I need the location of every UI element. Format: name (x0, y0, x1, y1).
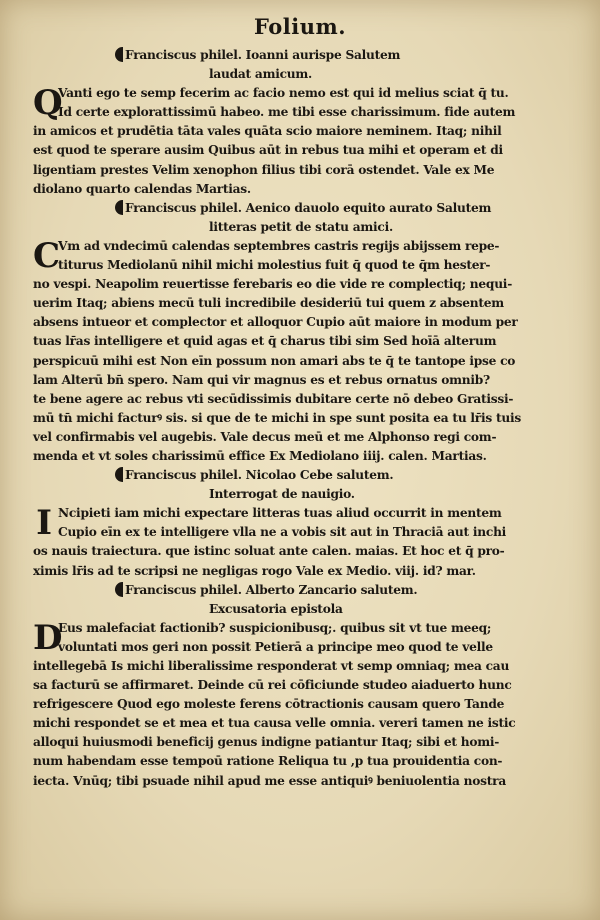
text-line (33, 714, 578, 733)
text-line (33, 141, 578, 160)
line-text: Interrogat de nauigio. (209, 487, 355, 502)
line-text: Franciscus philel. Nicolao Cebe salutem. (125, 468, 394, 483)
line-text: Id certe explorattissimū habeo. me tibi esse charissimum. fide autem (58, 105, 516, 120)
text-line (33, 294, 578, 313)
text-line (33, 428, 578, 447)
line-text: litteras petit de statu amici. (209, 219, 393, 234)
line-text: alloqui huiusmodi beneficij genus indigne patiantur Itaq; sibi et homi- (33, 735, 500, 750)
line-text: lam Alterū bn̄ spero. Nam qui vir magnus es et rebus ornatus omnib? (33, 372, 490, 387)
line-text: ligentiam prestes Velim xenophon filius tibi corā ostendet. Vale ex Me (33, 162, 495, 177)
initial-letter: D (33, 617, 63, 658)
line-text: te bene agere ac rebus vti secūdissimis dubitare certe nō debeo Gratissi- (33, 391, 514, 406)
text-line (33, 352, 578, 371)
line-text: sa facturū se affirmaret. Deinde cū rei cōficiunde studeo aiaduerto hunc (33, 678, 512, 693)
text-line (33, 447, 578, 466)
text-line (33, 161, 578, 180)
line-text: Franciscus philel. Aenico dauolo equito aurato Salutem (125, 200, 492, 215)
line-text: Cupio eīn ex te intelligere vlla ne a vobis sit aut in Thraciā aut inchi (58, 525, 507, 540)
text-line (33, 256, 578, 275)
line-text: mū tn̄ michi facturꝰ sis. si que de te michi in spe sunt posita ea tu lr̄is tuis (33, 410, 521, 425)
paragraph-mark-icon (115, 582, 123, 597)
line-text: Ncipieti iam michi expectare litteras tuas aliud occurrit in mentem (58, 506, 502, 521)
text-line (33, 313, 578, 332)
letter-subheading (33, 600, 578, 619)
line-text: michi respondet se et mea et tua causa velle omnia. vereri tamen ne istic (33, 716, 516, 731)
letter-subheading (33, 65, 578, 84)
paragraph-mark-icon (115, 467, 123, 482)
line-text: uerim Itaq; abiens mecū tuli incredibile desideriū tui quem z absentem (33, 296, 504, 311)
line-text: voluntati mos geri non possit Petierā a principe meo quod te velle (58, 639, 493, 654)
line-text: vel confirmabis vel augebis. Vale decus meū et me Alphonso regi com- (33, 429, 497, 444)
initial-letter: Q (33, 83, 63, 124)
text-line (33, 676, 578, 695)
letter-heading (33, 46, 578, 65)
line-text: Eus malefaciat factionib? suspicionibusq;. quibus sit vt tue meeq; (58, 620, 492, 635)
paragraph-mark-icon (115, 200, 123, 215)
text-line (33, 103, 578, 122)
line-text: titurus Mediolanū nihil michi molestius fuit q̄ quod te q̄m hester- (58, 258, 491, 273)
text-line (33, 772, 578, 791)
line-text: num habendam esse tempoū ratione Reliqua tu ,p tua prouidentia con- (33, 754, 503, 769)
letter-subheading (33, 485, 578, 504)
line-text: absens intueor et complector et alloquor Cupio aūt maiore in modum per (33, 315, 518, 330)
initial-letter: I (36, 503, 52, 544)
line-text: Vm ad vndecimū calendas septembres castris regijs abijssem repe- (58, 238, 500, 253)
line-text: diolano quarto calendas Martias. (33, 181, 251, 196)
line-text: os nauis traiectura. que istinc soluat ante calen. maias. Et hoc et q̄ pro- (33, 544, 505, 559)
letter-heading (33, 199, 578, 218)
line-text: in amicos et prudētia tāta vales quāta scio maiore neminem. Itaq; nihil (33, 124, 502, 139)
line-text: Excusatoria epistola (209, 601, 343, 616)
letter-subheading (33, 218, 578, 237)
text-line (33, 752, 578, 771)
text-line (33, 275, 578, 294)
text-line (33, 332, 578, 351)
initial-letter: C (33, 235, 60, 276)
line-text: refrigescere Quod ego moleste ferens cōtractionis causam quero Tande (33, 697, 505, 712)
text-line (33, 371, 578, 390)
text-line (33, 542, 578, 561)
line-text: Franciscus philel. Alberto Zancario salutem. (125, 582, 418, 597)
text-line (33, 657, 578, 676)
text-line (33, 523, 578, 542)
line-text: no vespi. Neapolim reuertisse ferebaris eo die vide re complectiq; nequi- (33, 277, 512, 292)
line-text: est quod te sperare ausim Quibus aūt in rebus tua mihi et operam et di (33, 143, 503, 158)
line-text: tuas lr̄as intelligere et quid agas et q̄ charus tibi sim Sed hoīā alterum (33, 334, 497, 349)
text-line (33, 695, 578, 714)
line-text: iecta. Vnūq; tibi psuade nihil apud me esse antiquiꝰ beniuolentia nostra (33, 773, 506, 788)
line-text: ximis lr̄is ad te scripsi ne negligas rogo Vale ex Medio. viij. id? mar. (33, 563, 476, 578)
line-text: Franciscus philel. Ioanni aurispe Salutem (125, 48, 401, 62)
text-line (33, 390, 578, 409)
letter-heading (33, 581, 578, 600)
line-text: Vanti ego te semp fecerim ac facio nemo est qui id melius sciat q̄ tu. (58, 86, 509, 101)
line-text: menda et vt soles charissimū effice Ex Mediolano iiij. calen. Martias. (33, 448, 487, 463)
line-text: intellegebā Is michi liberalissime responderat vt semp omniaq; mea cau (33, 659, 510, 673)
letter-heading (33, 466, 578, 485)
text-line (33, 409, 578, 428)
folio-heading: Folium. (253, 14, 347, 39)
text-line (33, 733, 578, 752)
text-line (33, 562, 578, 581)
line-text: perspicuū mihi est Non eīn possum non amari abs te q̄ te tantope ipse co (33, 353, 516, 368)
paragraph-mark-icon (115, 47, 123, 62)
line-text: laudat amicum. (209, 67, 313, 82)
text-line (33, 180, 578, 199)
text-line (33, 638, 578, 657)
page-text (33, 46, 578, 791)
text-line (33, 122, 578, 141)
